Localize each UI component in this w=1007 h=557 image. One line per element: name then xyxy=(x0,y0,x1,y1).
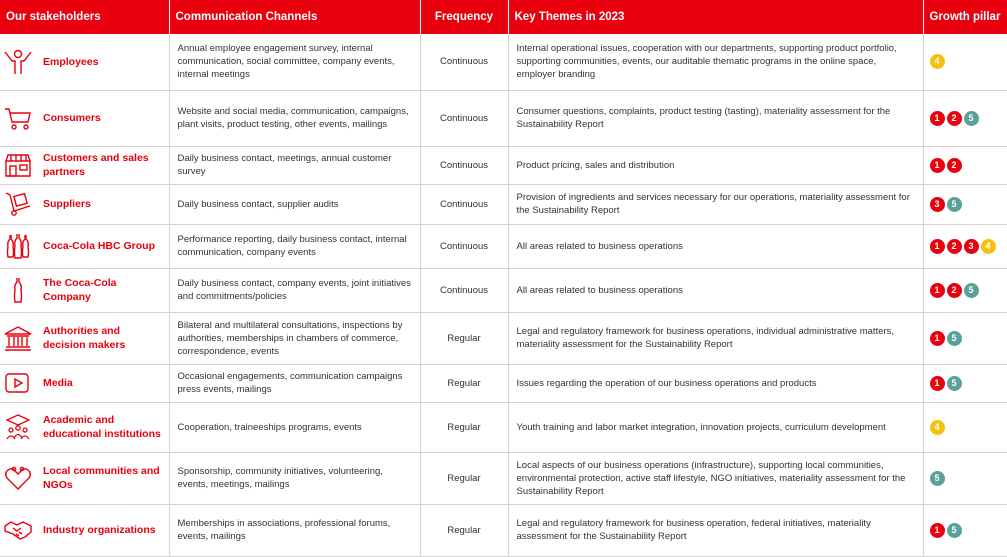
growth-pillar-cell xyxy=(923,364,1007,402)
header-channels: Communication Channels xyxy=(169,0,420,34)
pillar-badge: 4 xyxy=(981,239,996,254)
table-row xyxy=(0,312,1007,364)
pillar-badge: 2 xyxy=(947,158,962,173)
table-row xyxy=(0,34,1007,90)
stakeholder-cell xyxy=(0,34,169,90)
header-frequency: Frequency xyxy=(420,0,508,34)
growth-pillar-cell xyxy=(923,402,1007,452)
storefront-icon xyxy=(3,152,43,178)
stakeholder-name: Consumers xyxy=(43,112,101,124)
key-themes-cell: Legal and regulatory framework for business operations, individual administrative matters, materiality assessment for the Sustainability Report xyxy=(508,312,923,364)
growth-pillar-cell xyxy=(923,184,1007,224)
table-row xyxy=(0,268,1007,312)
communication-channels-cell: Website and social media, communication, campaigns, plant visits, product testing, other events, mailings xyxy=(169,90,420,146)
table-row xyxy=(0,146,1007,184)
stakeholder-name: Suppliers xyxy=(43,198,91,210)
frequency-cell: Continuous xyxy=(420,90,508,146)
stakeholder-name: Employees xyxy=(43,55,99,68)
key-themes-cell: All areas related to business operations xyxy=(508,268,923,312)
stakeholder-name: Authorities and decision makers xyxy=(43,325,126,351)
key-themes-cell: Product pricing, sales and distribution xyxy=(508,146,923,184)
stakeholder-cell xyxy=(0,402,169,452)
growth-pillar-cell xyxy=(923,224,1007,268)
frequency-cell: Continuous xyxy=(420,34,508,90)
communication-channels-cell: Memberships in associations, professional forums, events, mailings xyxy=(169,504,420,556)
frequency-cell: Regular xyxy=(420,312,508,364)
header-themes: Key Themes in 2023 xyxy=(508,0,923,34)
stakeholder-cell xyxy=(0,452,169,504)
pillar-badge: 5 xyxy=(930,471,945,486)
stakeholder-name: Academic and educational institutions xyxy=(43,414,161,440)
frequency-cell: Regular xyxy=(420,452,508,504)
stakeholder-name: Media xyxy=(43,377,73,389)
key-themes-cell: Issues regarding the operation of our business operations and products xyxy=(508,364,923,402)
pillar-badge: 5 xyxy=(964,283,979,298)
stakeholder-cell xyxy=(0,146,169,184)
pillar-badge: 3 xyxy=(964,239,979,254)
government-building-icon xyxy=(3,325,43,351)
stakeholder-cell xyxy=(0,184,169,224)
communication-channels-cell: Occasional engagements, communication campaigns press events, mailings xyxy=(169,364,420,402)
pillar-badge: 1 xyxy=(930,523,945,538)
table-row xyxy=(0,224,1007,268)
pillar-badge: 1 xyxy=(930,158,945,173)
stakeholder-cell xyxy=(0,504,169,556)
header-stakeholders: Our stakeholders xyxy=(0,0,169,34)
table-row xyxy=(0,402,1007,452)
stakeholder-cell xyxy=(0,312,169,364)
frequency-cell: Regular xyxy=(420,364,508,402)
table-row xyxy=(0,452,1007,504)
header-growth-pillar: Growth pillar xyxy=(923,0,1007,34)
communication-channels-cell: Daily business contact, supplier audits xyxy=(169,184,420,224)
handshake-icon xyxy=(3,517,43,543)
pillar-badge: 5 xyxy=(947,331,962,346)
key-themes-cell: Local aspects of our business operations (infrastructure), supporting local communities, environmental protection, active staff lifestyle, NGO initiatives, materiality assessment for the Sustainability Report xyxy=(508,452,923,504)
frequency-cell: Continuous xyxy=(420,184,508,224)
bottle-icon xyxy=(3,277,43,303)
pillar-badge: 1 xyxy=(930,376,945,391)
communication-channels-cell: Cooperation, traineeships programs, events xyxy=(169,402,420,452)
key-themes-cell: Internal operational issues, cooperation with our departments, supporting product portfolio, supporting communities, events, our auditable thematic programs in the online space, employer branding xyxy=(508,34,923,90)
pillar-badge: 3 xyxy=(930,197,945,212)
growth-pillar-cell xyxy=(923,90,1007,146)
key-themes-cell: Legal and regulatory framework for business operation, federal initiatives, materiality assessment for the Sustainability Report xyxy=(508,504,923,556)
classroom-icon xyxy=(3,414,43,440)
communication-channels-cell: Daily business contact, meetings, annual customer survey xyxy=(169,146,420,184)
pillar-badge: 2 xyxy=(947,239,962,254)
stakeholder-cell xyxy=(0,364,169,402)
pillar-badge: 5 xyxy=(947,523,962,538)
stakeholder-name: The Coca-Cola Company xyxy=(43,277,117,303)
stakeholder-cell xyxy=(0,268,169,312)
communication-channels-cell: Performance reporting, daily business contact, internal communication, company events xyxy=(169,224,420,268)
growth-pillar-cell xyxy=(923,268,1007,312)
table-header-row xyxy=(0,0,1007,34)
key-themes-cell: Youth training and labor market integration, innovation projects, curriculum development xyxy=(508,402,923,452)
growth-pillar-cell xyxy=(923,146,1007,184)
stakeholder-cell xyxy=(0,90,169,146)
pillar-badge: 1 xyxy=(930,283,945,298)
play-button-icon xyxy=(3,370,43,396)
growth-pillar-cell xyxy=(923,34,1007,90)
frequency-cell: Continuous xyxy=(420,224,508,268)
pillar-badge: 1 xyxy=(930,239,945,254)
communication-channels-cell: Bilateral and multilateral consultations, inspections by authorities, memberships in chambers of commerce, correspondence, events xyxy=(169,312,420,364)
pillar-badge: 4 xyxy=(930,420,945,435)
frequency-cell: Regular xyxy=(420,402,508,452)
table-row xyxy=(0,504,1007,556)
frequency-cell: Regular xyxy=(420,504,508,556)
growth-pillar-cell xyxy=(923,452,1007,504)
key-themes-cell: Provision of ingredients and services necessary for our operations, materiality assessment for the Sustainability Report xyxy=(508,184,923,224)
key-themes-cell: Consumer questions, complaints, product testing (tasting), materiality assessment for the Sustainability Report xyxy=(508,90,923,146)
bottles-icon xyxy=(3,233,43,259)
heart-people-icon xyxy=(3,465,43,491)
communication-channels-cell: Sponsorship, community initiatives, volunteering, events, meetings, mailings xyxy=(169,452,420,504)
stakeholder-name: Coca-Cola HBC Group xyxy=(43,240,156,252)
shopping-cart-icon xyxy=(3,105,43,131)
stakeholder-cell xyxy=(0,224,169,268)
stakeholder-name: Customers and sales partners xyxy=(43,152,149,178)
pillar-badge: 4 xyxy=(930,54,945,69)
communication-channels-cell: Daily business contact, company events, joint initiatives and commitments/policies xyxy=(169,268,420,312)
growth-pillar-cell xyxy=(923,312,1007,364)
table-row xyxy=(0,184,1007,224)
stakeholder-name: Local communities and NGOs xyxy=(43,465,160,491)
pillar-badge: 1 xyxy=(930,331,945,346)
frequency-cell: Continuous xyxy=(420,268,508,312)
pillar-badge: 2 xyxy=(947,283,962,298)
table-row xyxy=(0,90,1007,146)
growth-pillar-cell xyxy=(923,504,1007,556)
communication-channels-cell: Annual employee engagement survey, internal communication, social committee, company events, internal meetings xyxy=(169,34,420,90)
pillar-badge: 5 xyxy=(947,197,962,212)
pillar-badge: 5 xyxy=(947,376,962,391)
frequency-cell: Continuous xyxy=(420,146,508,184)
stakeholder-name: Industry organizations xyxy=(43,524,156,536)
table-row xyxy=(0,364,1007,402)
hand-truck-icon xyxy=(3,191,43,217)
employee-icon xyxy=(3,49,43,75)
pillar-badge: 2 xyxy=(947,111,962,126)
key-themes-cell: All areas related to business operations xyxy=(508,224,923,268)
pillar-badge: 1 xyxy=(930,111,945,126)
pillar-badge: 5 xyxy=(964,111,979,126)
